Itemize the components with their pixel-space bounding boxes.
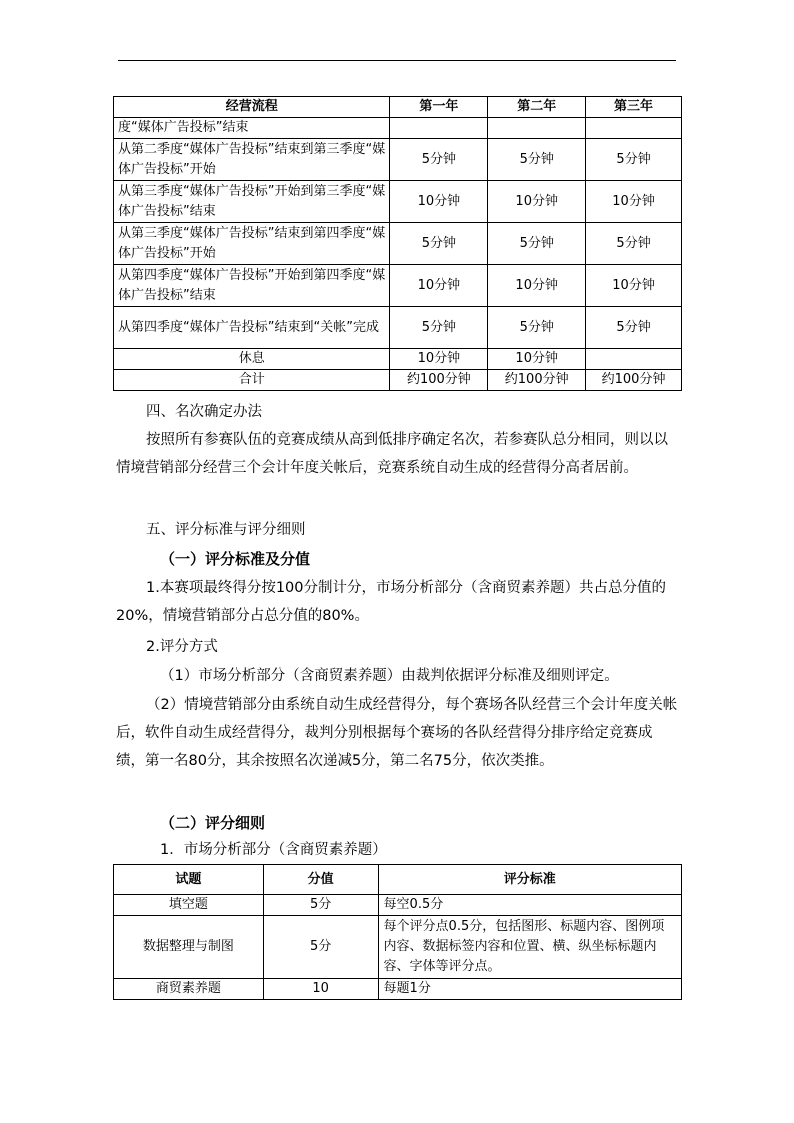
col-header: 第一年 [390,97,488,118]
cell: 每题1分 [378,979,681,1000]
cell: 商贸素养题 [114,979,264,1000]
cell: 每空0.5分 [378,895,681,916]
table-row [114,118,682,139]
cell: 10 [263,979,378,1000]
cell: 约100分钟 [488,370,586,391]
scoring-item-3: 1．市场分析部分（含商贸素养题） [160,842,387,858]
scoring-item-2: 2.评分方式 [146,639,218,655]
row-label: 从第四季度“媒体广告投标”开始到第四季度“媒体广告投标”结束 [114,265,390,307]
schedule-table [113,96,682,391]
cell: 10分钟 [390,349,488,370]
cell: 5分钟 [488,223,586,265]
cell [390,118,488,139]
table-row [114,139,682,181]
cell: 10分钟 [488,181,586,223]
cell: 数据整理与制图 [114,916,264,979]
cell: 约100分钟 [586,370,682,391]
row-label: 从第四季度“媒体广告投标”结束到“关帐”完成 [114,307,390,349]
col-header: 第三年 [586,97,682,118]
cell: 10分钟 [586,265,682,307]
row-label: 度“媒体广告投标”结束 [114,118,390,139]
cell: 10分钟 [390,181,488,223]
col-header: 试题 [114,865,264,895]
section4-paragraph: 按照所有参赛队伍的竞赛成绩从高到低排序确定名次，若参赛队总分相同，则以以情境营销部分经营三个会计年度关帐后，竞赛系统自动生成的经营得分高者居前。 [116,432,668,476]
table-header-row [114,865,682,895]
cell: 10分钟 [488,265,586,307]
table-row [114,895,682,916]
table-row [114,223,682,265]
subsection2-heading: （二）评分细则 [160,814,266,832]
cell: 5分钟 [586,223,682,265]
cell: 5分 [263,895,378,916]
scoring-item-2a: （1）市场分析部分（含商贸素养题）由裁判依据评分标准及细则评定。 [160,668,619,684]
cell: 每个评分点0.5分，包括图形、标题内容、图例项内容、数据标签内容和位置、横、纵坐标标题内容、字体等评分点。 [378,916,681,979]
scoring-item-1: 1.本赛项最终得分按100分制计分，市场分析部分（含商贸素养题）共占总分值的20%，情境营销部分占总分值的80%。 [116,580,667,624]
table-row [114,370,682,391]
cell [586,118,682,139]
cell: 5分钟 [488,139,586,181]
table-row [114,265,682,307]
row-label: 合计 [114,370,390,391]
col-header: 第二年 [488,97,586,118]
table-row [114,181,682,223]
cell: 10分钟 [390,265,488,307]
table-row [114,979,682,1000]
col-header: 评分标准 [378,865,681,895]
table-row [114,349,682,370]
header-rule [118,60,676,61]
cell: 10分钟 [488,349,586,370]
cell: 5分钟 [586,307,682,349]
col-header: 经营流程 [114,97,390,118]
table-row [114,307,682,349]
cell: 5分钟 [390,139,488,181]
cell: 5分 [263,916,378,979]
row-label: 从第三季度“媒体广告投标”结束到第四季度“媒体广告投标”开始 [114,223,390,265]
cell: 5分钟 [586,139,682,181]
section4-heading: 四、名次确定办法 [146,404,262,420]
row-label: 从第三季度“媒体广告投标”开始到第三季度“媒体广告投标”结束 [114,181,390,223]
col-header: 分值 [263,865,378,895]
cell: 10分钟 [586,181,682,223]
cell [586,349,682,370]
cell: 填空题 [114,895,264,916]
cell: 5分钟 [488,307,586,349]
cell: 5分钟 [390,223,488,265]
row-label: 从第二季度“媒体广告投标”结束到第三季度“媒体广告投标”开始 [114,139,390,181]
scoring-item-2b: （2）情境营销部分由系统自动生成经营得分，每个赛场各队经营三个会计年度关帐后，软件自动生成经营得分，裁判分别根据每个赛场的各队经营得分排序给定竞赛成绩，第一名80分，其余按照名次递减5分，第二名75分，依次类推。 [116,697,678,769]
section5-heading: 五、评分标准与评分细则 [146,522,306,538]
cell: 5分钟 [390,307,488,349]
cell: 约100分钟 [390,370,488,391]
cell [488,118,586,139]
table-row [114,916,682,979]
subsection1-heading: （一）评分标准及分值 [160,550,311,568]
row-label: 休息 [114,349,390,370]
table-header-row [114,97,682,118]
scoring-table [113,864,682,1000]
